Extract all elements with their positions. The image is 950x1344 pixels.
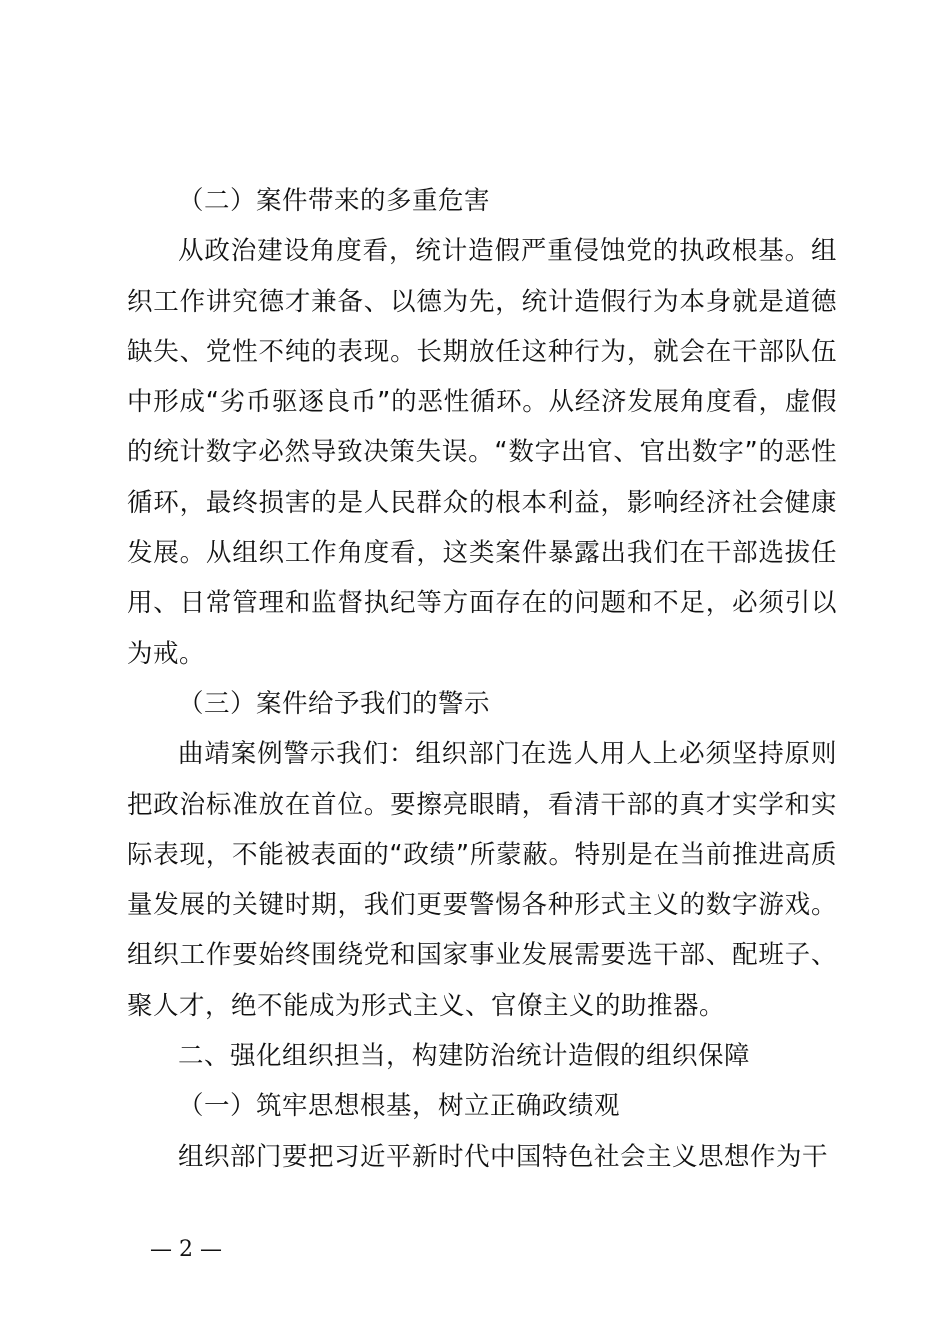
body-paragraph-3: 组织部门要把习近平新时代中国特色社会主义思想作为干 (178, 1141, 829, 1172)
section-heading-3: （三）案件给予我们的警示 (178, 688, 491, 719)
chapter-heading-2: 二、强化组织担当，构建防治统计造假的组织保障 (178, 1041, 751, 1072)
body-paragraph-2: 曲靖案例警示我们：组织部门在选人用人上必须坚持原则把政治标准放在首位。要擦亮眼睛，看清干部的真才实学和实际表现，不能被表面的“政绩”所蒙蔽。特别是在当前推进高质量发展的关键时期，我们更要警惕各种形式主义的数字游戏。组织工作要始终围绕党和国家事业发展需要选干部、配班子、聚人才，绝不能成为形式主义、官僚主义的助推器。 (127, 739, 837, 1021)
section-heading-2: （二）案件带来的多重危害 (178, 186, 491, 216)
body-paragraph-1: 从政治建设角度看，统计造假严重侵蚀党的执政根基。组织工作讲究德才兼备、以德为先，统计造假行为本身就是道德缺失、党性不纯的表现。长期放任这种行为，就会在干部队伍中形成“劣币驱逐良币”的恶性循环。从经济发展角度看，虚假的统计数字必然导致决策失误。“数字出官、官出数字”的恶性循环，最终损害的是人民群众的根本利益，影响经济社会健康发展。从组织工作角度看，这类案件暴露出我们在干部选拔任用、日常管理和监督执纪等方面存在的问题和不足，必须引以为戒。 (127, 236, 837, 669)
subsection-heading-1: （一）筑牢思想根基，树立正确政绩观 (178, 1091, 621, 1122)
page-number: — 2 — (150, 1237, 222, 1262)
document-body (127, 176, 837, 1182)
